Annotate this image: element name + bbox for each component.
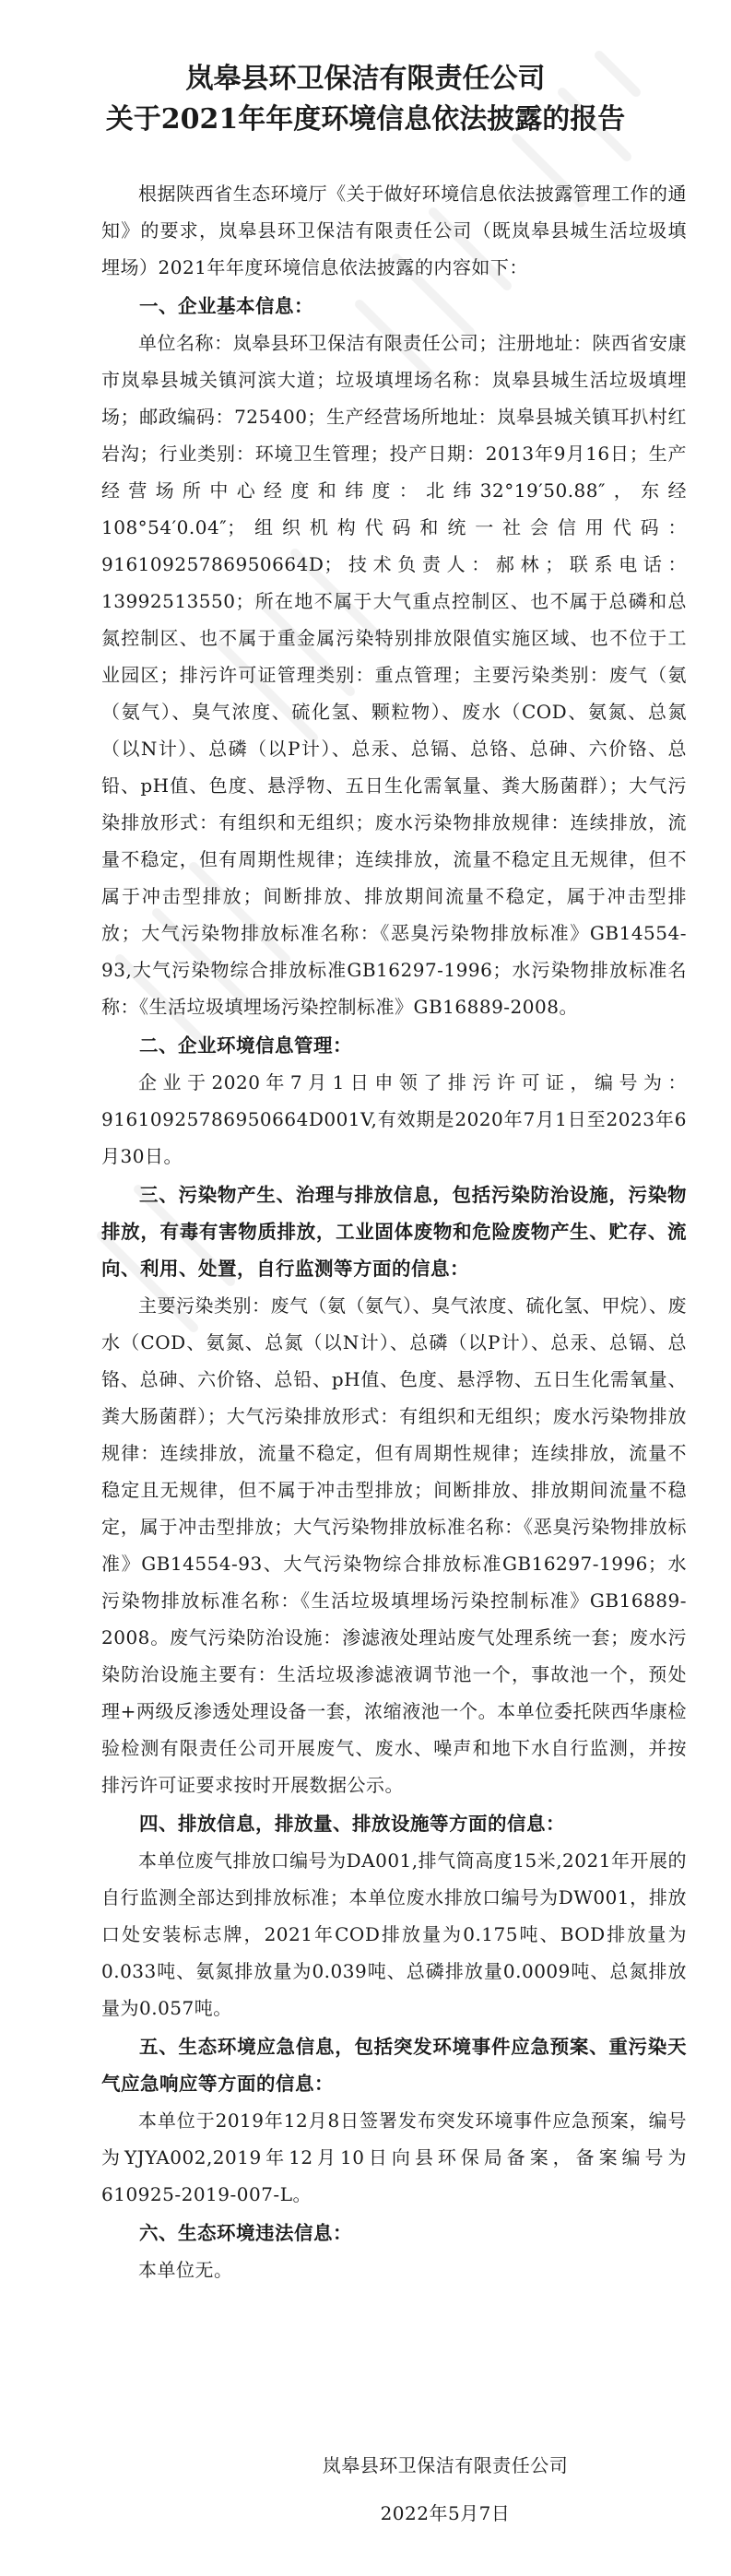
section-6-heading: 六、生态环境违法信息： (139, 2222, 352, 2244)
footer-company: 岚皋县环卫保洁有限责任公司 (322, 2454, 569, 2476)
section-3-body: 主要污染类别：废气（氨（氨气）、臭气浓度、硫化氢、甲烷）、废水（COD、氨氮、总氮（以N计）、总磷（以P计）、总汞、总镉、总铬、总砷、六价铬、总铅、pH值、色度、悬浮物、五日生化需氧量、粪大肠菌群）；大气污染排放形式：有组织和无组织；废水污染物排放规律：连续排放，流量不稳定，但有周期性规律；连续排放，流量不稳定且无规律，但不属于冲击型排放；间断排放、排放期间流量不稳定，属于冲击型排放；大气污染物排放标准名称：《恶臭污染物排放标准》GB14554-93、大气污染物综合排放标准GB16297-1996；水污染物排放标准名称：《生活垃圾填埋场污染控制标准》GB16889-2008。废气污染防治设施：渗滤液处理站废气处理系统一套；废水污染防治设施主要有：生活垃圾渗滤液调节池一个，事故池一个，预处理+两级反渗透处理设备一套，浓缩液池一个。本单位委托陕西华康检验检测有限责任公司开展废气、废水、噪声和地下水自行监测，并按排污许可证要求按时开展数据公示。 (101, 1294, 687, 1796)
section-4-body: 本单位废气排放口编号为DA001,排气筒高度15米,2021年开展的自行监测全部达到排放标准；本单位废水排放口编号为DW001，排放口处安装标志牌，2021年COD排放量为0.175吨、BOD排放量为0.033吨、氨氮排放量为0.039吨、总磷排放量0.0009吨、总氮排放量为0.057吨。 (101, 1849, 687, 2019)
footer-date: 2022年5月7日 (380, 2502, 511, 2524)
report-title (37, 59, 694, 140)
section-1-heading: 一、企业基本信息： (139, 295, 313, 317)
section-3-heading: 三、污染物产生、治理与排放信息，包括污染防治设施，污染物排放，有毒有害物质排放，工业固体废物和危险废物产生、贮存、流向、利用、处置，自行监测等方面的信息： (101, 1184, 687, 1280)
section-2-body: 企业于2020年7月1日申领了排污许可证，编号为：91610925786950664D001V,有效期是2020年7月1日至2023年6月30日。 (101, 1071, 687, 1167)
section-1-body: 单位名称：岚皋县环卫保洁有限责任公司；注册地址：陕西省安康市岚皋县城关镇河滨大道；垃圾填埋场名称：岚皋县城生活垃圾填埋场；邮政编码：725400；生产经营场所地址：岚皋县城关镇耳扒村红岩沟；行业类别：环境卫生管理；投产日期：2013年9月16日；生产经营场所中心经度和纬度：北纬32°19′50.88″，东经108°54′0.04″；组织机构代码和统一社会信用代码：91610925786950664D；技术负责人：郝林；联系电话：13992513550；所在地不属于大气重点控制区、也不属于总磷和总氮控制区、也不属于重金属污染特别排放限值实施区域、也不位于工业园区；排污许可证管理类别：重点管理；主要污染类别：废气（氨（氨气）、臭气浓度、硫化氢、颗粒物）、废水（COD、氨氮、总氮（以N计）、总磷（以P计）、总汞、总镉、总铬、总砷、六价铬、总铅、pH值、色度、悬浮物、五日生化需氧量、粪大肠菌群）；大气污染排放形式：有组织和无组织；废水污染物排放规律：连续排放，流量不稳定，但有周期性规律；连续排放，流量不稳定且无规律，但不属于冲击型排放；间断排放、排放期间流量不稳定，属于冲击型排放；大气污染物排放标准名称：《恶臭污染物排放标准》GB14554-93,大气污染物综合排放标准GB16297-1996；水污染物排放标准名称：《生活垃圾填埋场污染控制标准》GB16889-2008。 (101, 332, 687, 1018)
section-6-body: 本单位无。 (138, 2259, 233, 2281)
signature-block (270, 2441, 620, 2537)
section-4-heading: 四、排放信息，排放量、排放设施等方面的信息： (139, 1813, 565, 1835)
report-body (101, 175, 687, 2288)
intro-paragraph: 根据陕西省生态环境厅《关于做好环境信息依法披露管理工作的通知》的要求，岚皋县环卫保洁有限责任公司（既岚皋县城生活垃圾填埋场）2021年年度环境信息依法披露的内容如下： (101, 183, 687, 278)
title-line-2: 关于2021年年度环境信息依法披露的报告 (105, 103, 626, 136)
section-5-heading: 五、生态环境应急信息，包括突发环境事件应急预案、重污染天气应急响应等方面的信息： (101, 2036, 687, 2095)
title-line-1: 岚皋县环卫保洁有限责任公司 (185, 63, 546, 95)
section-2-heading: 二、企业环境信息管理： (139, 1034, 352, 1057)
section-5-body: 本单位于2019年12月8日签署发布突发环境事件应急预案，编号为YJYA002,2019年12月10日向县环保局备案，备案编号为610925-2019-007-L。 (101, 2109, 687, 2205)
